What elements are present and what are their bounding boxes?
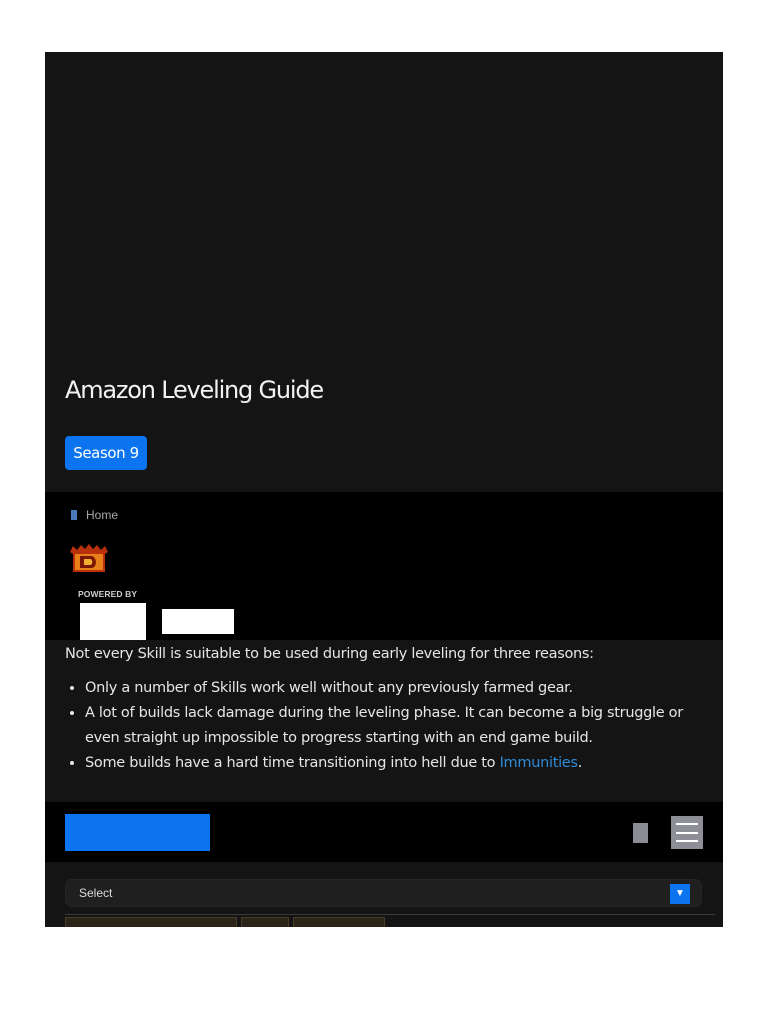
season-button[interactable]: Season 9 bbox=[65, 436, 147, 470]
reasons-list bbox=[65, 676, 715, 776]
bookmark-icon[interactable] bbox=[633, 823, 648, 843]
character-tile[interactable] bbox=[65, 917, 237, 927]
hero-section bbox=[45, 52, 723, 492]
level-tile[interactable] bbox=[241, 917, 289, 927]
list-item: • A lot of builds lack damage during the leveling phase. It can become a big struggle or even straight up impossible to progress starting with an end game build. bbox=[85, 701, 715, 751]
site-header bbox=[45, 492, 723, 640]
menu-line bbox=[676, 840, 698, 842]
list-item-suffix: . bbox=[577, 755, 582, 771]
sponsor-banner[interactable] bbox=[162, 609, 234, 634]
sponsor-logo[interactable] bbox=[80, 603, 146, 640]
article-intro: Not every Skill is suitable to be used during early leveling for three reasons: bbox=[65, 646, 594, 662]
class-select-dropdown[interactable] bbox=[65, 879, 702, 907]
list-item bbox=[85, 751, 715, 776]
article-body bbox=[65, 642, 715, 776]
select-label: Select bbox=[79, 886, 113, 900]
sticky-toolbar bbox=[45, 802, 723, 862]
home-icon[interactable] bbox=[71, 510, 77, 520]
menu-line bbox=[676, 823, 698, 825]
breadcrumb-home-link[interactable]: Home bbox=[86, 508, 119, 522]
page-title: Amazon Leveling Guide bbox=[65, 376, 323, 404]
breadcrumb bbox=[71, 508, 118, 522]
list-item-text: Some builds have a hard time transitioning into hell due to bbox=[85, 755, 500, 771]
chevron-down-icon[interactable]: ▼ bbox=[670, 884, 690, 904]
hamburger-menu-icon[interactable] bbox=[671, 816, 703, 849]
diablo-logo[interactable] bbox=[69, 544, 109, 574]
divider bbox=[65, 914, 715, 915]
difficulty-tile[interactable] bbox=[293, 917, 385, 927]
selector-section bbox=[45, 862, 723, 927]
ad-banner[interactable] bbox=[65, 814, 210, 851]
list-item: • Only a number of Skills work well without any previously farmed gear. bbox=[85, 676, 715, 701]
powered-by-label: POWERED BY bbox=[78, 589, 138, 599]
page-frame bbox=[45, 52, 723, 927]
menu-line bbox=[676, 832, 698, 834]
immunities-link[interactable]: Immunities bbox=[499, 755, 578, 771]
